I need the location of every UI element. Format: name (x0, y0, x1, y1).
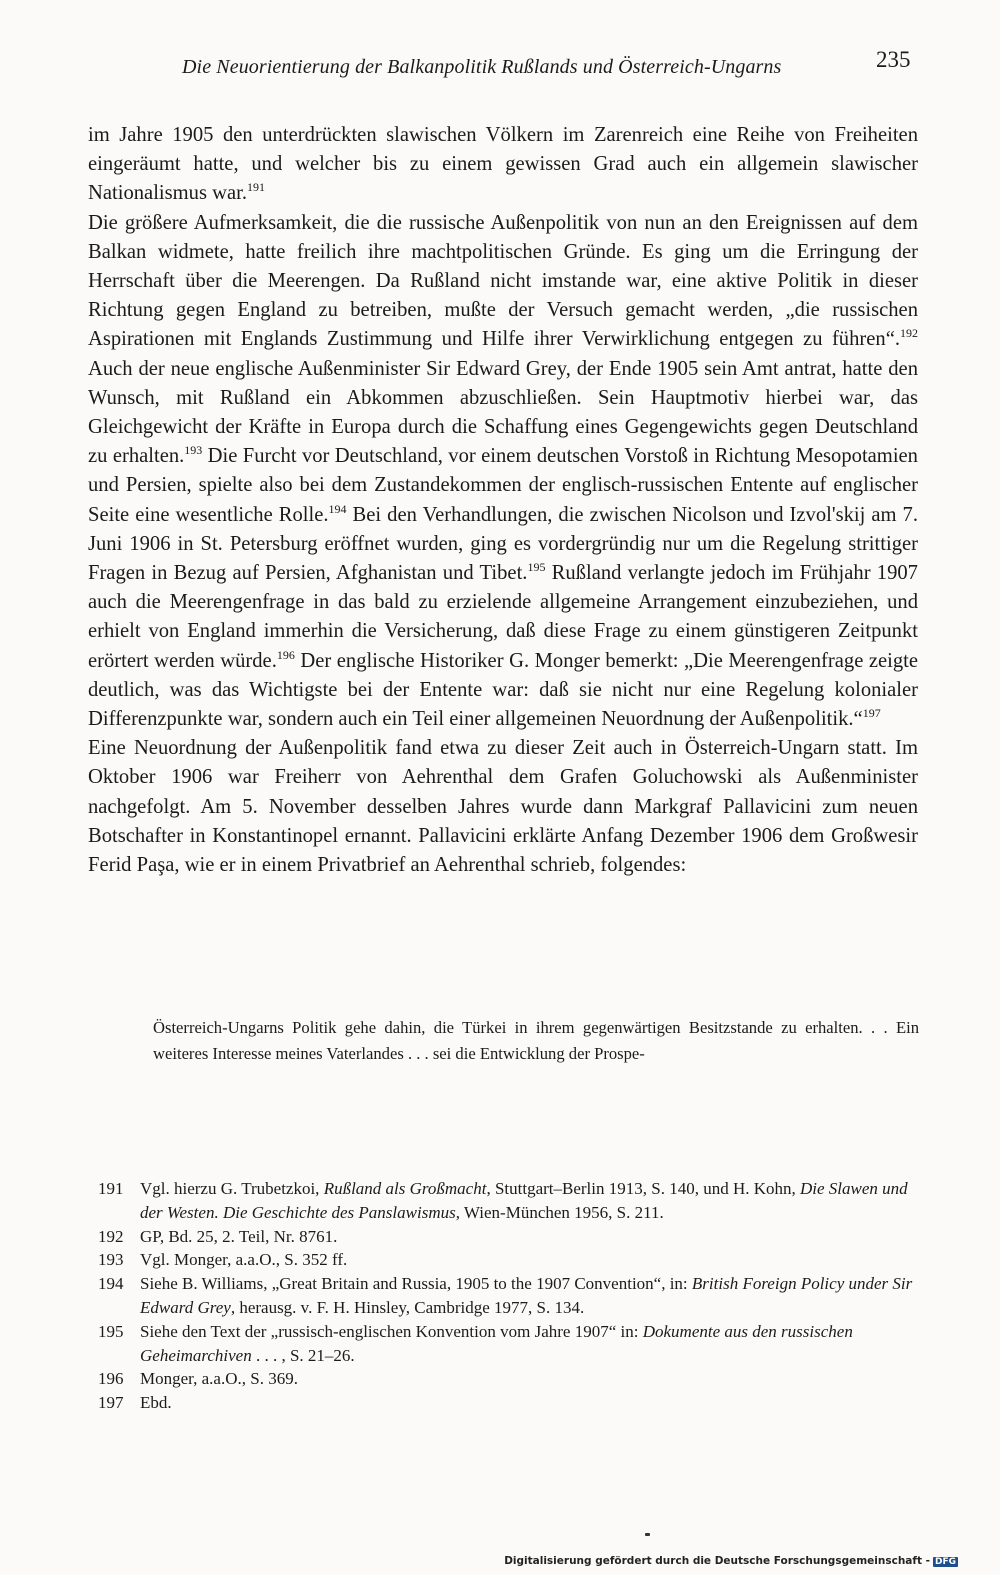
footnote-segment: . . . , S. 21–26. (251, 1345, 355, 1365)
paragraph-text: Die Furcht vor Deutschland, vor einem deutschen Vorstoß in Richtung Mesopotamien und Persien, spielte also bei dem Zustandekommen der englisch-russischen Entente auf englischer Seite eine wesentliche Rolle. (88, 445, 918, 526)
page-number: 235 (876, 47, 911, 72)
paragraph-text: im Jahre 1905 den unterdrückten slawischen Völkern im Zarenreich eine Reihe von Freiheiten eingeräumt hatte, und welcher bis zu einem gewissen Grad auch ein allgemein slawischer Nationalismus war. (88, 124, 918, 205)
footnote-ref: 192 (900, 326, 918, 341)
footnote-number: 195 (98, 1321, 124, 1341)
paragraph-3: Eine Neuordnung der Außenpolitik fand etwa zu dieser Zeit auch in Österreich-Ungarn statt. Im Oktober 1906 war Freiherr von Aehrenthal dem Grafen Goluchowski als Außenminister nachgefolgt. Am 5. November desselben Jahres wurde dann Markgraf Pallavicini zum neuen Botschafter in Konstantinopel ernannt. Pallavicini erklärte Anfang Dezember 1906 dem Großwesir Ferid Paşa, wie er in einem Privatbrief an Aehrenthal schrieb, folgendes: (88, 737, 918, 877)
footnote-number: 196 (98, 1369, 124, 1389)
footnote-text (140, 1320, 928, 1368)
page-header-title: Die Neuorientierung der Balkanpolitik Rußlands und Österreich-Ungarns (182, 56, 782, 78)
footnote-italic: British Foreign Policy under Sir Edward Grey (140, 1274, 913, 1317)
footnote-segment: , Stuttgart–Berlin 1913, S. 140, und H. Kohn, (486, 1179, 801, 1198)
footnote-segment: , herausg. v. F. H. Hinsley, Cambridge 1977, S. 134. (230, 1297, 585, 1317)
footnote-segment: Siehe den Text der „russisch-englischen Konvention vom Jahre 1907“ in: (140, 1321, 643, 1341)
footnote-text: GP, Bd. 25, 2. Teil, Nr. 8761. (140, 1226, 338, 1246)
footnote-segment: , Wien-München 1956, S. 211. (455, 1202, 664, 1222)
print-mark (645, 1533, 650, 1536)
credit-text: Digitalisierung gefördert durch die Deutsche Forschungsgemeinschaft - (504, 1555, 930, 1567)
footnote-number: 191 (98, 1179, 124, 1198)
paragraph-2 (88, 209, 918, 735)
footnote-item (98, 1225, 928, 1249)
footnote-ref: 191 (247, 180, 266, 195)
digitization-credit (504, 1555, 958, 1567)
block-quote (153, 1015, 919, 1067)
footnote-ref: 193 (184, 443, 203, 458)
footnote-segment: Vgl. hierzu G. Trubetzkoi, (140, 1179, 324, 1198)
footnote-ref: 197 (862, 706, 881, 721)
footnote-number: 194 (98, 1274, 124, 1294)
paragraph-text: Auch der neue englische Außenminister Sir Edward Grey, der Ende 1905 sein Amt antrat, hatte den Wunsch, mit Rußland ein Abkommen abzuschließen. Sein Hauptmotiv hierbei war, das Gleichgewicht der Kräfte in Europa durch die Schaffung eines Gegengewichts gegen Deutschland zu erhalten. (88, 357, 918, 468)
footnote-number: 192 (98, 1226, 124, 1246)
footnote-segment: Siehe B. Williams, „Great Britain and Russia, 1905 to the 1907 Convention“, in: (140, 1274, 692, 1294)
footnote-text (140, 1272, 928, 1320)
paragraph-1 (88, 121, 918, 209)
footnote-italic: Dokumente aus den russischen Geheimarchiven (140, 1321, 853, 1365)
paragraph-text: Der englische Historiker G. Monger bemerkt: „Die Meerengenfrage zeigte deutlich, was das Wichtigste bei der Entente war: daß sie nicht nur eine Regelung kolonialer Differenzpunkte war, sondern auch ein Teil einer allgemeinen Neuordnung der Außenpolitik.“ (88, 649, 919, 731)
footnotes (98, 1177, 928, 1415)
footnote-text: Vgl. Monger, a.a.O., S. 352 ff. (140, 1250, 348, 1270)
quote-text: Österreich-Ungarns Politik gehe dahin, die Türkei in ihrem gegenwärtigen Besitzstande zu erhalten. . . Ein weiteres Interesse meines Vaterlandes . . . sei die Entwicklung der Prospe- (153, 1018, 919, 1063)
dfg-logo-icon: DFG (934, 1557, 956, 1567)
footnote-text: Monger, a.a.O., S. 369. (140, 1369, 298, 1389)
footnote-item (98, 1367, 928, 1391)
footnote-italic: Die Slawen und der Westen. Die Geschichte des Panslawismus (140, 1179, 908, 1222)
footnote-item (98, 1320, 928, 1368)
footnote-text: Ebd. (140, 1393, 172, 1413)
footnote-ref: 194 (328, 501, 347, 516)
footnote-item (98, 1248, 928, 1272)
body-text (88, 121, 918, 880)
paragraph-text: Die größere Aufmerksamkeit, die die russische Außenpolitik von nun an den Ereignissen auf dem Balkan widmete, hatte freilich ihre machtpolitischen Gründe. Es ging um die Erringung der Herrschaft über die Meerengen. Da Rußland nicht imstande war, eine aktive Politik in dieser Richtung gegen England zu betreiben, mußte der Versuch gemacht werden, „die russischen Aspirationen mit Englands Zustimmung und Hilfe ihrer Verwirklichung entgegen zu führen“. (88, 211, 918, 351)
footnote-number: 197 (98, 1393, 124, 1413)
footnote-ref: 195 (527, 560, 546, 575)
footnote-item (98, 1177, 928, 1225)
footnote-item (98, 1391, 928, 1415)
paragraph-text: Bei den Verhandlungen, die zwischen Nicolson und Izvol'skij am 7. Juni 1906 in St. Petersburg eröffnet wurden, ging es vordergründig nur um die Regelung strittiger Fragen in Bezug auf Persien, Afghanistan und Tibet. (88, 503, 918, 585)
footnote-number: 193 (98, 1250, 124, 1270)
footnote-ref: 196 (276, 647, 295, 662)
paragraph-text: Rußland verlangte jedoch im Frühjahr 1907 auch die Meerengenfrage in das bald zu erzielende allgemeine Arrangement einzubeziehen, und erhielt von England immerhin die Versicherung, daß diese Frage zu einem günstigeren Zeitpunkt erörtert werden würde. (88, 562, 918, 672)
footnote-italic: Rußland als Großmacht (323, 1179, 487, 1198)
footnote-item (98, 1272, 928, 1320)
footnote-text (140, 1177, 928, 1225)
